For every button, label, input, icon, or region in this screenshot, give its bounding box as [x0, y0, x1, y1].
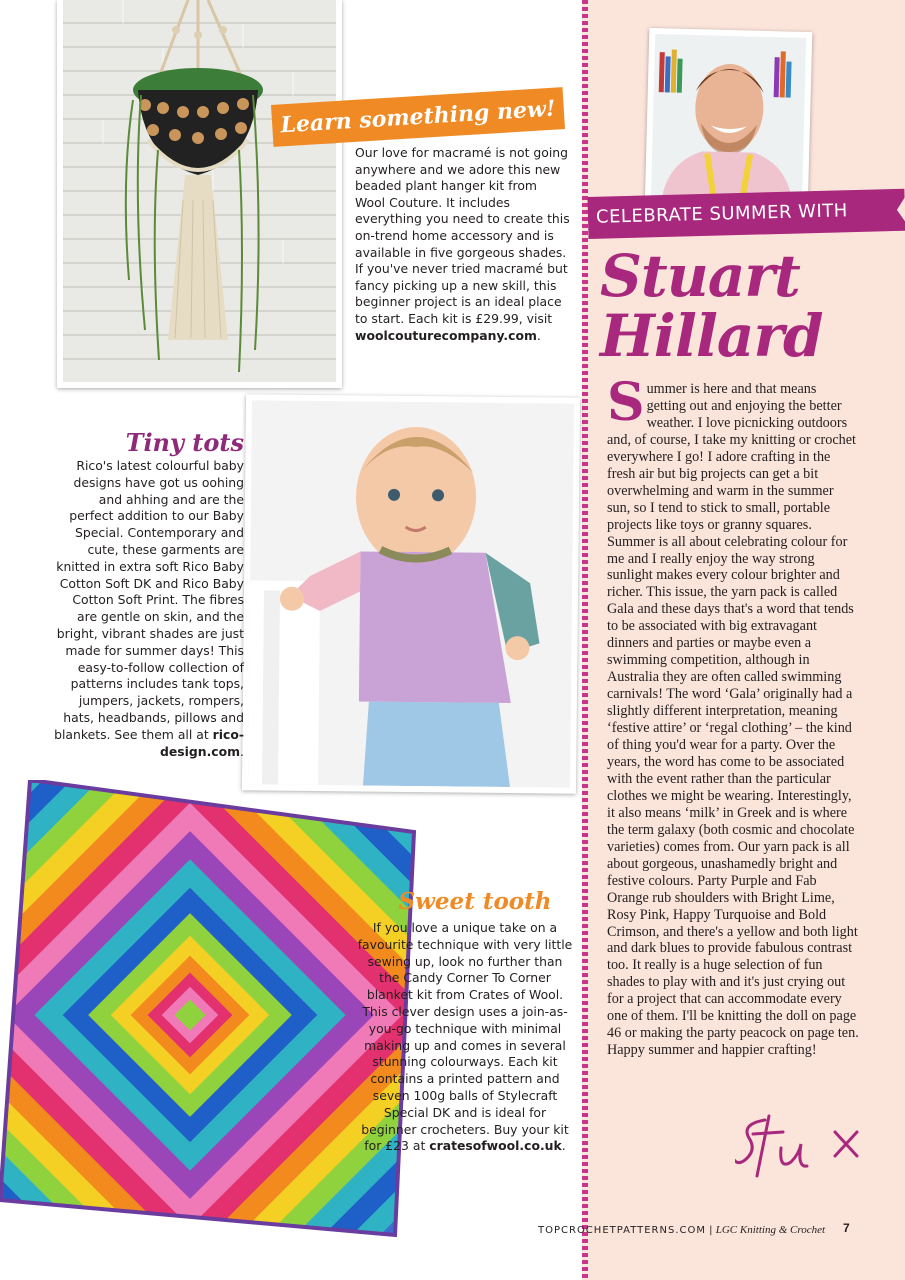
sweet-tooth-title: Sweet tooth: [398, 888, 552, 915]
rico-link[interactable]: rico-design.com: [159, 726, 244, 759]
celebrate-summer-kicker: CELEBRATE SUMMER WITH: [587, 189, 905, 239]
learn-something-new-banner: Learn something new!: [271, 87, 565, 147]
footer-site[interactable]: TOPCROCHETPATTERNS.COM: [538, 1225, 706, 1236]
signature-stu: [735, 1112, 875, 1192]
drop-cap: S: [607, 372, 645, 433]
sweet-tooth-paragraph: [356, 920, 574, 1155]
tiny-tots-paragraph: [52, 458, 244, 760]
footer-magazine: LGC Knitting & Crochet: [715, 1224, 826, 1236]
woolcouture-link[interactable]: woolcouturecompany.com: [355, 327, 537, 343]
cratesofwool-link[interactable]: cratesofwool.co.uk: [429, 1138, 562, 1154]
name-first: Stuart: [600, 242, 800, 310]
feature-name: [600, 242, 900, 370]
sweet-tooth-end: .: [561, 1138, 566, 1154]
stuart-portrait-illustration: [651, 34, 806, 208]
macrame-end: .: [536, 327, 541, 343]
name-last: Hillard: [600, 302, 823, 370]
macrame-body: Our love for macramé is not going anywhere and we adore this new beaded plant hanger kit from Wool Couture. It includes everything you need to create this on-trend home accessory and is available in five gorgeous shades. If you've never tried macramé but fancy picking up a new skill, this beginner project is an ideal place to start. Each kit is £29.99, visit: [355, 145, 570, 326]
feature-body-text: ummer is here and that means getting out and enjoying the better weather. I love picnicking outdoors and, of course, I take my knitting or crochet everywhere I go! I adore crafting in the fresh air but big projects can get a bit overwhelming and warm in the summer sun, so I tend to stick to small, portable projects like toys or granny squares. Summer is all about celebrating colour for me and I really enjoy the way strong sunlight makes every colour brighter and richer. This issue, the yarn pack is called Gala and these days that's a word that tends to be associated with big extravagant dinners and parties or maybe even a swimming competition, although in Australia they are often called swimming carnivals! The word ‘Gala’ originally had a slightly different interpretation, meaning ‘festive attire’ or ‘regal clothing’ – the kind of thing you'd wear for a party. Over the years, the word has come to be associated with the event rather than the particular clothes we might be wearing. Interestingly, it also means ‘milk’ in Greek and is where the term galaxy (both cosmic and chocolate varieties) comes from. Our yarn pack is all about gorgeous, unashamedly bright and festive colours. Party Purple and Fab Orange rub shoulders with Bright Lime, Rosy Pink, Happy Turquoise and Bold Crimson, and there's a yellow and both light and dark blues to provide fabulous contrast too. It really is a huge selection of fun shades to play with and it's just crying out for a project that can accommodate every one of them. I'll be knitting the doll on page 46 or making the party peacock on page ten. Happy summer and happier crafting!: [607, 381, 859, 1059]
macrame-photo: [57, 0, 342, 388]
baby-illustration: [248, 400, 574, 787]
tiny-tots-body: Rico's latest colourful baby designs have got us oohing and ahhing and are the perfect addition to our Baby Special. Contemporary and cute, these garments are knitted in extra soft Rico Baby Cotton Soft DK and Rico Baby Cotton Soft Print. The fibres are gentle on skin, and the bright, vibrant shades are just made for summer days! This easy-to-follow collection of patterns includes tank tops, jumpers, jackets, rompers, hats, headbands, pillows and blankets. See them all at: [54, 458, 244, 742]
tiny-tots-title: Tiny tots: [125, 428, 244, 457]
macrame-hanger-illustration: [63, 0, 336, 382]
page-footer: [538, 1224, 858, 1240]
tiny-tots-end: .: [240, 743, 244, 759]
footer-sep: |: [706, 1225, 716, 1236]
macrame-paragraph: [355, 145, 570, 344]
sweet-tooth-body: If you love a unique take on a favourite technique with very little sewing up, look no further than the Candy Corner To Corner blanket kit from Crates of Wool. This clever design uses a join-as-you-go technique with minimal making up and comes in several stunning colourways. Each kit contains a printed pattern and seven 100g balls of Stylecraft Special DK and is ideal for beginner crocheters. Buy your kit for £23 at: [357, 920, 573, 1154]
baby-photo: [242, 394, 580, 793]
feature-body: [607, 372, 859, 1059]
page-number: 7: [843, 1221, 850, 1235]
stuart-hillard-photo: [645, 28, 813, 214]
